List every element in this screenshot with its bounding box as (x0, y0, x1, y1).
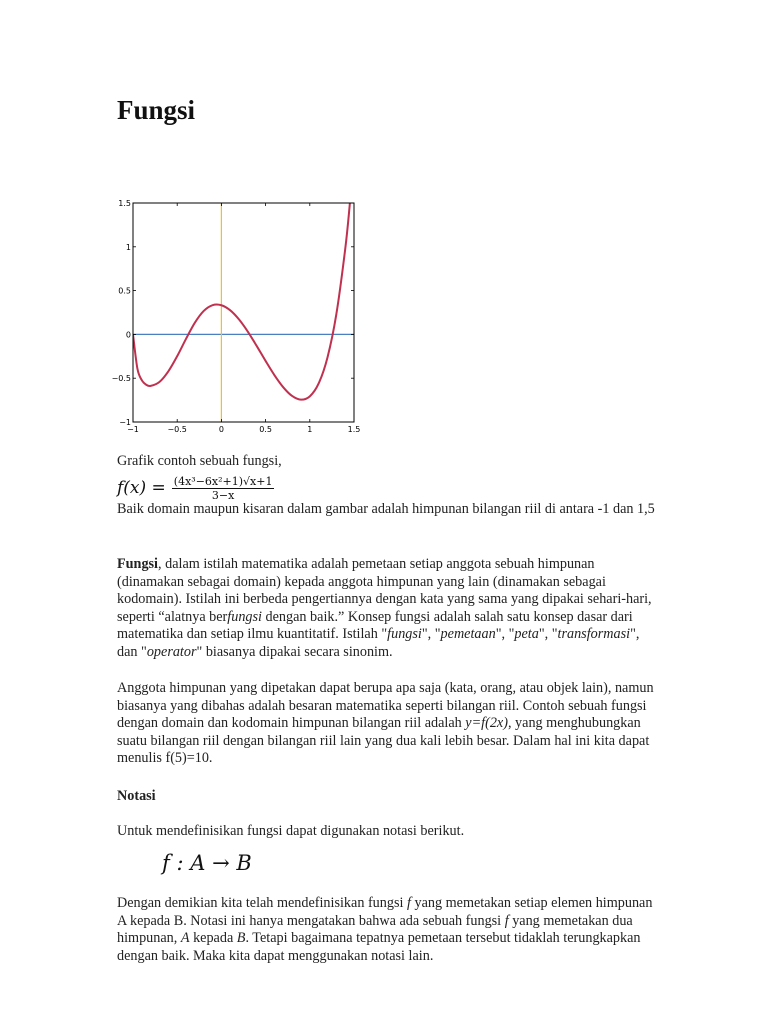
figure-caption-description: Baik domain maupun kisaran dalam gambar adalah himpunan bilangan riil di antara -1 dan 1,5 (117, 501, 655, 517)
y-tick-label: 0.5 (118, 286, 131, 296)
text-run: yang memetakan dua himpunan, (117, 912, 633, 947)
paragraph-notation-intro: Untuk mendefinisikan fungsi dapat digunakan notasi berikut. (117, 823, 465, 839)
notation-formula (162, 851, 252, 875)
y-tick-label: 1 (125, 242, 131, 252)
emphasis: A (180, 930, 190, 947)
formula-numerator: (4x³−6x²+1)√x+1 (173, 474, 273, 488)
text-run: kepada (189, 930, 237, 947)
x-tick-label: 1 (307, 425, 313, 434)
paragraph-definition (117, 556, 657, 662)
emphasis: f (504, 912, 509, 929)
figure-caption-intro: Grafik contoh sebuah fungsi, (117, 453, 282, 469)
text-run: . Tetapi bagaimana tepatnya pemetaan tersebut tidaklah terungkapkan dengan baik. Maka kita dapat menggunakan notasi lain. (117, 930, 641, 964)
emphasis: pemetaan (440, 626, 496, 643)
x-tick-label: −0.5 (167, 425, 187, 434)
formula-denominator: 3−x (211, 488, 235, 502)
text-run: , yang menghubungkan suatu bilangan riil dengan bilangan riil lain yang dua kali lebih besar. Dalam hal ini kita dapat menulis f(5)=10. (117, 715, 650, 767)
text-run: dengan baik.” Konsep fungsi adalah salah satu konsep dasar dari matematika dan setiap ilmu kuantitatif. Istilah " (117, 608, 633, 643)
x-tick-label: 0 (218, 425, 224, 434)
x-tick-label: 0.5 (259, 425, 272, 434)
text-run: , dalam istilah matematika adalah pemetaan setiap anggota sebuah himpunan (dinamakan sebagai domain) kepada anggota himpunan yang lain (dinamakan sebagai kodomain). Istilah ini berbeda pengertiannya dengan kata yang sama yang dipakai sehari-hari, seperti “alatnya ber (117, 556, 652, 625)
emphasis: B (236, 930, 246, 947)
formula-lhs: f(x) = (117, 478, 166, 498)
function-plot (112, 193, 362, 438)
formula-fraction (172, 475, 275, 502)
emphasis: fungsi (227, 608, 262, 625)
page-title: Fungsi (117, 95, 196, 125)
notation-lhs: f : A (162, 851, 206, 875)
x-tick-label: −1 (127, 425, 139, 434)
text-run: ", " (495, 626, 515, 643)
text-run: Anggota himpunan yang dipetakan dapat berupa apa saja (kata, orang, atau objek lain), namun biasanya yang dibahas adalah besaran matematika seperti bilangan riil. Contoh sebuah fungsi dengan domain dan kodomain himpunan bilangan riil adalah (117, 680, 654, 732)
arrow-icon: → (212, 851, 230, 875)
series-line (133, 193, 354, 400)
text-run: yang memetakan setiap elemen himpunan A kepada B. Notasi ini hanya mengatakan bahwa ada sebuah fungsi (117, 895, 653, 929)
emphasis: operator (146, 643, 197, 660)
text-run: ", " (538, 626, 558, 643)
emphasis: peta (514, 626, 539, 643)
notation-rhs: B (236, 851, 252, 875)
text-run: ", " (421, 626, 441, 643)
emphasis: y=f(2x) (465, 715, 508, 732)
text-run: " biasanya dipakai secara sinonim. (196, 643, 393, 660)
term-bold: Fungsi (117, 556, 159, 572)
section-heading-notasi: Notasi (117, 788, 156, 804)
function-formula (117, 472, 274, 504)
x-tick-label: 1.5 (347, 425, 361, 434)
paragraph-members (117, 680, 657, 768)
emphasis: f (406, 895, 411, 911)
text-run: Dengan demikian kita telah mendefinisikan fungsi (117, 895, 407, 911)
emphasis: transformasi (557, 626, 631, 643)
text-run: ", dan " (117, 626, 640, 660)
y-tick-label: 1.5 (118, 199, 131, 208)
y-tick-label: −0.5 (112, 374, 131, 384)
plot-frame (133, 203, 354, 422)
emphasis: fungsi (387, 626, 422, 643)
y-tick-label: 0 (125, 330, 131, 340)
y-tick-label: −1 (119, 418, 131, 427)
paragraph-notation-explanation (117, 895, 657, 965)
